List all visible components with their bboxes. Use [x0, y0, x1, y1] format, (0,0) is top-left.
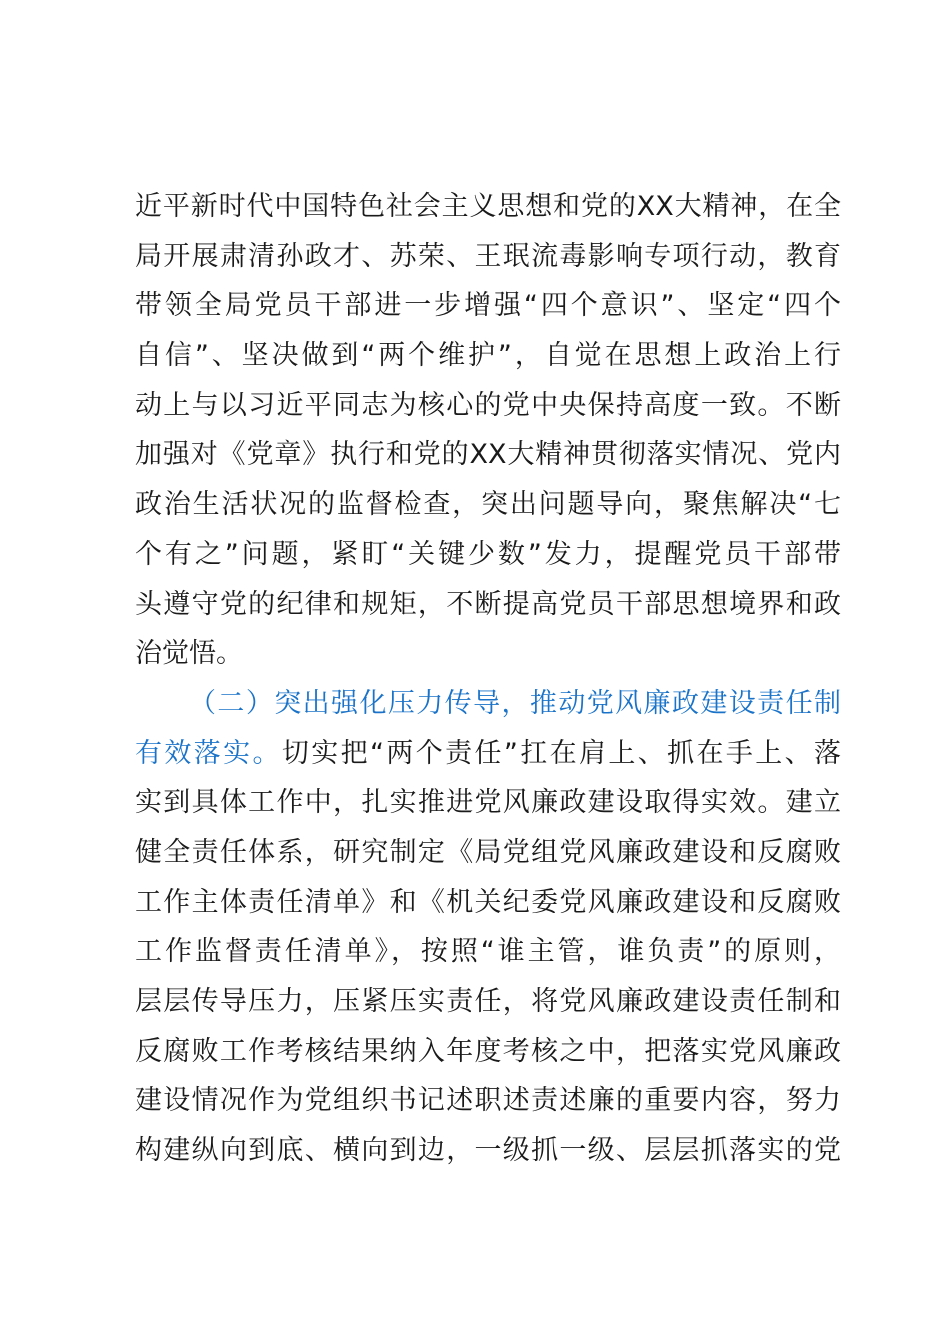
text-line: 层层传导压力，压紧压实责任，将党风廉政建设责任制和 — [135, 986, 841, 1017]
document-body — [135, 182, 841, 1176]
text-line: 构建纵向到底、横向到边，一级抓一级、层层抓落实的党 — [135, 1135, 841, 1167]
text-line: 动上与以习近平同志为核心的党中央保持高度一致。不断 — [135, 389, 841, 421]
text-line: 健全责任体系，研究制定《局党组党风廉政建设和反腐败 — [135, 836, 841, 868]
text-line: 局开展肃清孙政才、苏荣、王珉流毒影响专项行动，教育 — [135, 240, 841, 272]
text-line: 个有之”问题，紧盯“关键少数”发力，提醒党员干部带 — [135, 538, 841, 570]
text-line-rest: 切实把“两个责任”扛在肩上、抓在手上、落 — [281, 737, 842, 769]
section-heading-text: （二）突出强化压力传导，推动党风廉政建设责任制 — [189, 687, 841, 719]
text-line: 反腐败工作考核结果纳入年度考核之中，把落实党风廉政 — [135, 1035, 841, 1067]
text-line: 近平新时代中国特色社会主义思想和党的XX大精神，在全 — [135, 191, 841, 222]
section-heading — [135, 679, 841, 729]
text-line: 实到具体工作中，扎实推进党风廉政建设取得实效。建立 — [135, 787, 841, 819]
text-line: 工作监督责任清单》，按照“谁主管，谁负责”的原则， — [135, 936, 841, 968]
text-line — [135, 729, 841, 779]
text-line: 政治生活状况的监督检查，突出问题导向，聚焦解决“七 — [135, 489, 841, 521]
text-line: 建设情况作为党组织书记述职述责述廉的重要内容，努力 — [135, 1085, 841, 1117]
paragraph-2 — [135, 679, 841, 1176]
text-line: 治觉悟。 — [135, 638, 243, 670]
text-line: 带领全局党员干部进一步增强“四个意识”、坚定“四个 — [135, 290, 841, 322]
text-line: 工作主体责任清单》和《机关纪委党风廉政建设和反腐败 — [135, 886, 841, 918]
paragraph-1 — [135, 182, 841, 679]
text-line: 头遵守党的纪律和规矩，不断提高党员干部思想境界和政 — [135, 588, 841, 620]
text-line: 加强对《党章》执行和党的XX大精神贯彻落实情况、党内 — [135, 439, 841, 471]
text-line: 自信”、坚决做到“两个维护”，自觉在思想上政治上行 — [135, 340, 841, 372]
section-heading-tail: 有效落实。 — [135, 737, 282, 769]
